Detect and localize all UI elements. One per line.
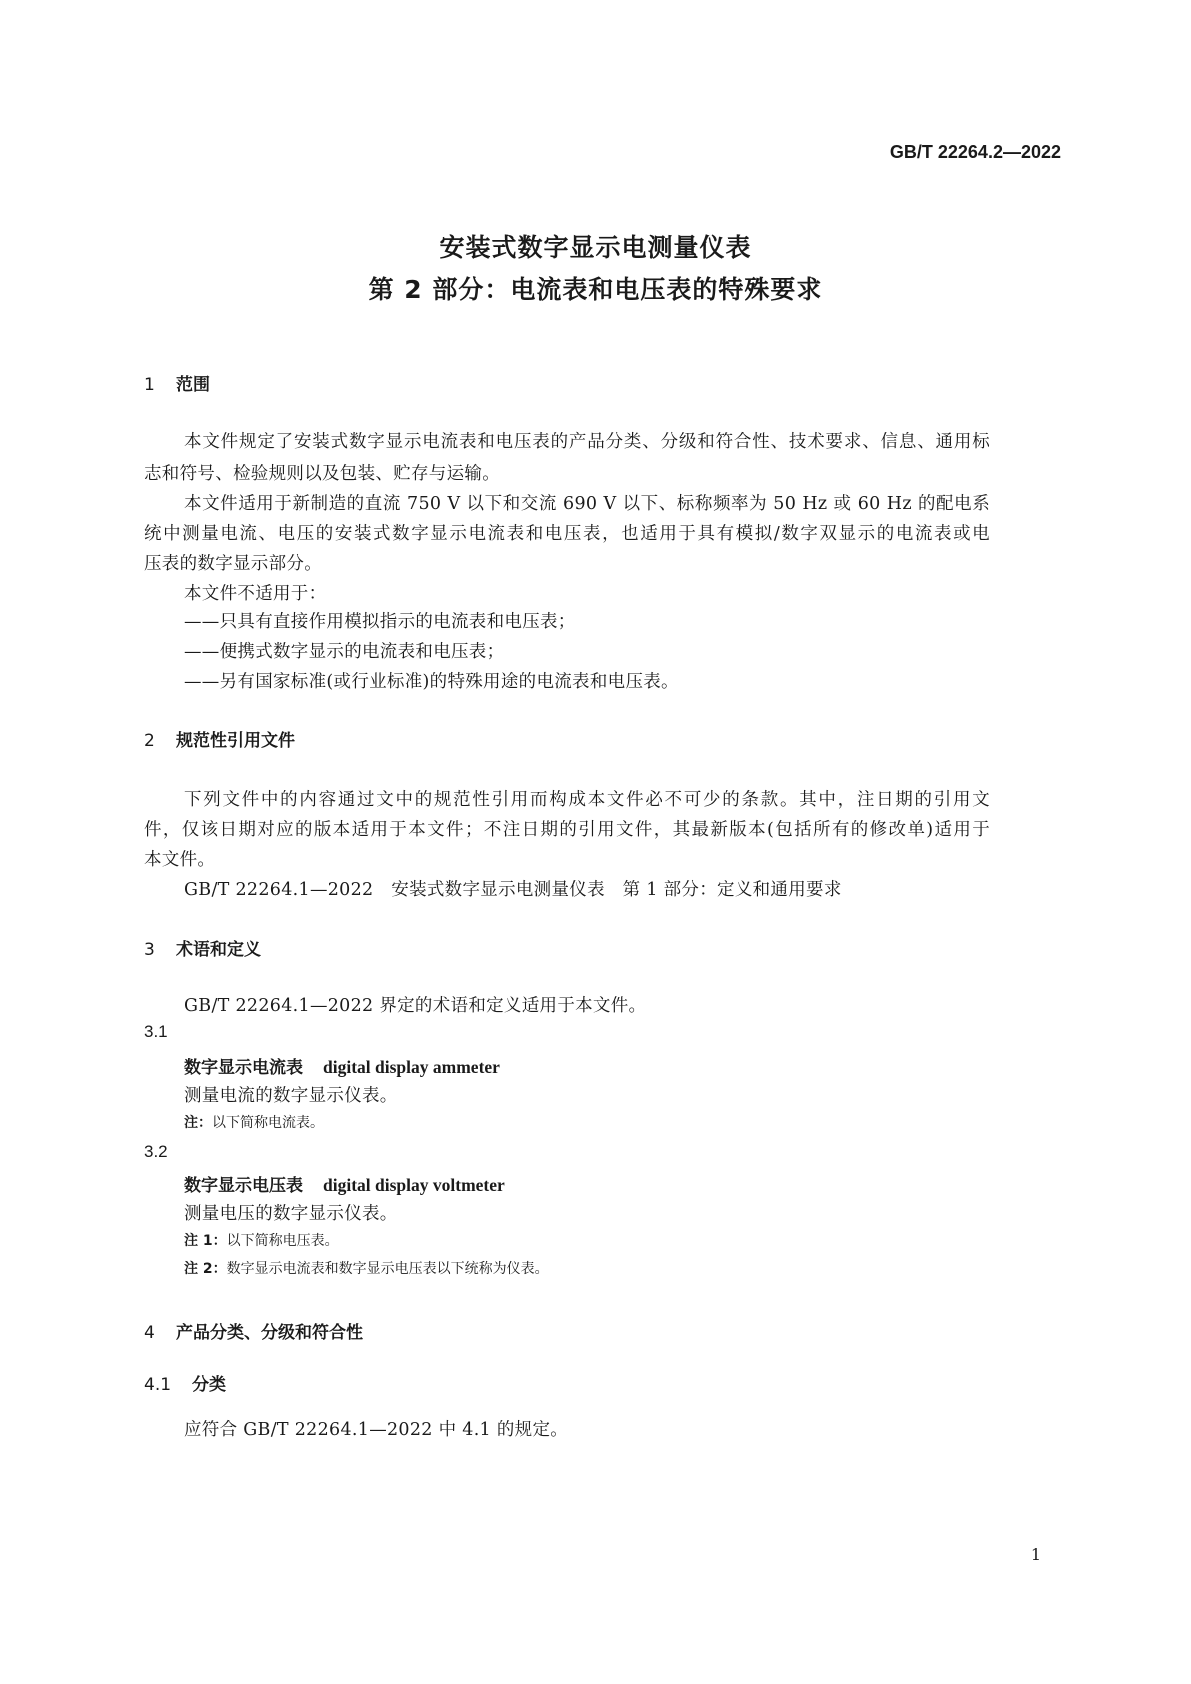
normative-reference: GB/T 22264.1—2022 安装式数字显示电测量仪表 第 1 部分：定义和通用要求 <box>184 880 842 900</box>
paragraph: 应符合 GB/T 22264.1—2022 中 4.1 的规定。 <box>184 1420 569 1440</box>
subsection-title: 分类 <box>192 1375 226 1395</box>
section-2-heading <box>144 726 295 751</box>
document-title-line1: 安装式数字显示电测量仪表 <box>439 233 752 262</box>
paragraph: 本文件不适用于： <box>184 584 327 604</box>
section-1-heading <box>144 370 210 395</box>
document-title-line2: 第 2 部分：电流表和电压表的特殊要求 <box>368 275 823 304</box>
list-item: ——另有国家标准(或行业标准)的特殊用途的电流表和电压表。 <box>184 672 679 692</box>
note-label: 注 2： <box>184 1261 227 1277</box>
paragraph: 志和符号、检验规则以及包装、贮存与运输。 <box>144 464 500 484</box>
section-number: 4 <box>144 1323 155 1343</box>
note <box>184 1230 339 1250</box>
term-number: 3.1 <box>144 1022 168 1041</box>
term-chinese: 数字显示电压表 <box>184 1176 303 1196</box>
paragraph: 本文件。 <box>144 850 216 870</box>
section-number: 3 <box>144 940 155 960</box>
subsection-4-1-heading <box>144 1370 226 1395</box>
section-title: 规范性引用文件 <box>176 731 295 751</box>
term-entry <box>184 1171 505 1196</box>
note-label: 注 1： <box>184 1233 227 1249</box>
note-text: 数字显示电流表和数字显示电压表以下统称为仪表。 <box>226 1261 549 1277</box>
section-4-heading <box>144 1318 363 1343</box>
section-title: 产品分类、分级和符合性 <box>176 1323 363 1343</box>
term-definition: 测量电流的数字显示仪表。 <box>184 1086 398 1106</box>
paragraph: 本文件规定了安装式数字显示电流表和电压表的产品分类、分级和符合性、技术要求、信息、通用标 <box>184 432 990 452</box>
term-number: 3.2 <box>144 1142 168 1161</box>
paragraph: GB/T 22264.1—2022 界定的术语和定义适用于本文件。 <box>184 996 647 1016</box>
term-english: digital display ammeter <box>323 1057 500 1077</box>
paragraph: 统中测量电流、电压的安装式数字显示电流表和电压表，也适用于具有模拟/数字双显示的电流表或电 <box>144 524 990 544</box>
list-item: ——只具有直接作用模拟指示的电流表和电压表； <box>184 612 576 632</box>
paragraph: 件，仅该日期对应的版本适用于本文件；不注日期的引用文件，其最新版本(包括所有的修改单)适用于 <box>144 820 990 840</box>
standard-code: GB/T 22264.2—2022 <box>889 142 1061 162</box>
section-number: 1 <box>144 375 155 395</box>
term-definition: 测量电压的数字显示仪表。 <box>184 1204 398 1224</box>
term-chinese: 数字显示电流表 <box>184 1058 303 1078</box>
note-text: 以下简称电流表。 <box>212 1115 324 1131</box>
paragraph: 本文件适用于新制造的直流 750 V 以下和交流 690 V 以下、标称频率为 50 Hz 或 60 Hz 的配电系 <box>184 494 990 514</box>
paragraph: 下列文件中的内容通过文中的规范性引用而构成本文件必不可少的条款。其中，注日期的引用文 <box>184 790 990 810</box>
note-label: 注： <box>184 1115 212 1131</box>
term-entry <box>184 1053 500 1078</box>
list-item: ——便携式数字显示的电流表和电压表； <box>184 642 505 662</box>
term-english: digital display voltmeter <box>323 1175 505 1195</box>
paragraph: 压表的数字显示部分。 <box>144 554 322 574</box>
note <box>184 1258 549 1278</box>
section-title: 术语和定义 <box>176 940 261 960</box>
note <box>184 1112 324 1132</box>
section-number: 2 <box>144 731 155 751</box>
note-text: 以下简称电压表。 <box>226 1233 339 1249</box>
subsection-number: 4.1 <box>144 1375 172 1395</box>
section-title: 范围 <box>176 375 210 395</box>
section-3-heading <box>144 935 261 960</box>
page-number: 1 <box>1030 1545 1041 1564</box>
